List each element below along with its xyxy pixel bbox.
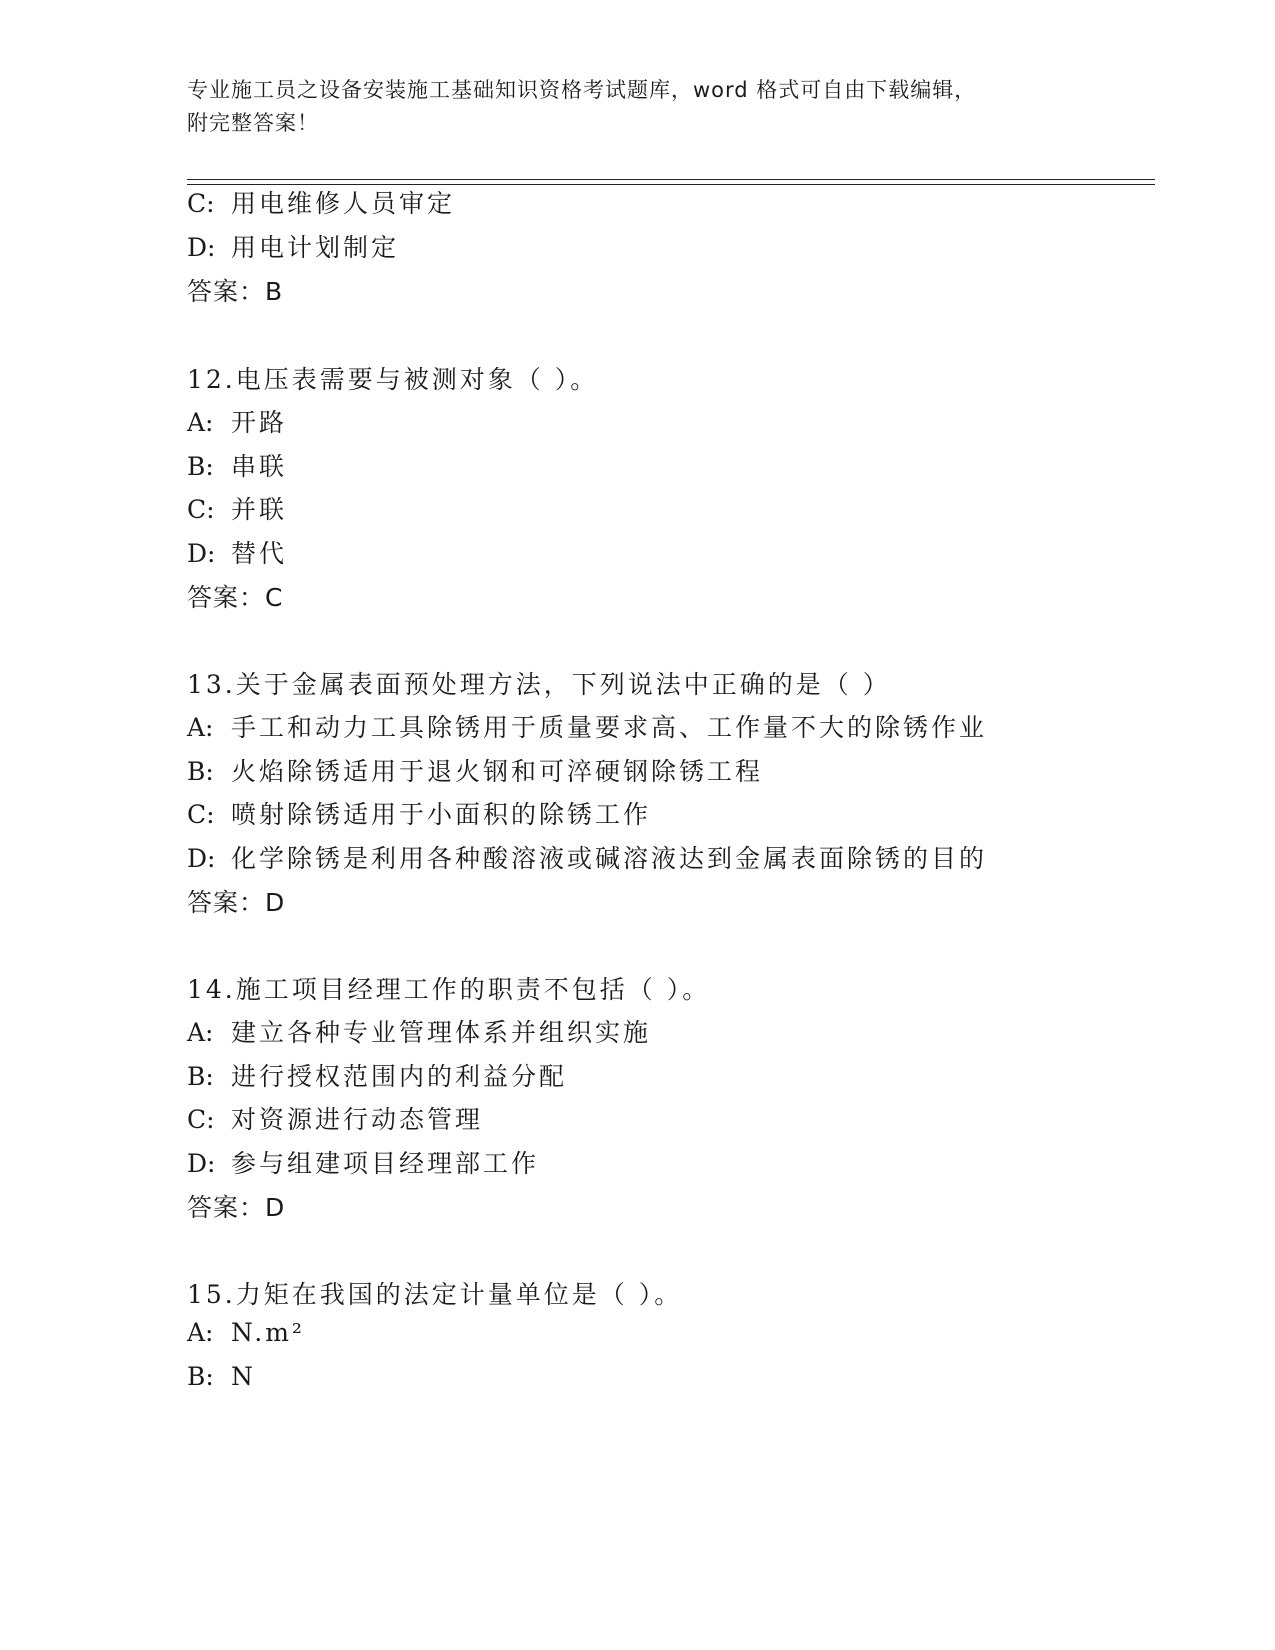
option-text: N.m² [231, 1318, 305, 1347]
option-line [187, 1013, 651, 1049]
option-text: 喷射除锈适用于小面积的除锈工作 [231, 800, 652, 829]
option-text: 用电计划制定 [231, 233, 400, 262]
option-text: 替代 [231, 539, 288, 568]
question-stem: 14.施工项目经理工作的职责不包括（ ）。 [187, 975, 711, 1004]
option-line [187, 403, 287, 439]
option-label: A: [187, 713, 214, 742]
option-line [187, 1318, 305, 1347]
option-label: C: [187, 1105, 215, 1134]
option-label: D: [187, 539, 216, 568]
option-line [187, 795, 651, 831]
option-line [187, 490, 287, 526]
header-line-1: 专业施工员之设备安装施工基础知识资格考试题库，word 格式可自由下载编辑， [187, 78, 977, 102]
option-line [187, 708, 987, 744]
question-stem: 12.电压表需要与被测对象（ ）。 [187, 365, 599, 394]
option-line [187, 534, 287, 570]
option-label: B: [187, 757, 214, 786]
option-text: 进行授权范围内的利益分配 [231, 1062, 568, 1091]
option-text: 开路 [231, 408, 288, 437]
option-text: 用电维修人员审定 [231, 189, 456, 218]
option-label: D: [187, 1149, 216, 1178]
option-text: N [231, 1362, 256, 1391]
option-label: D: [187, 844, 216, 873]
answer-line: 答案：D [187, 1193, 286, 1222]
header-line-2: 附完整答案！ [187, 111, 319, 135]
option-line [187, 184, 455, 220]
question-stem: 15.力矩在我国的法定计量单位是（ ）。 [187, 1280, 683, 1309]
document-header [187, 74, 1067, 140]
question-stem: 13.关于金属表面预处理方法，下列说法中正确的是（ ） [187, 670, 891, 699]
option-label: D: [187, 233, 216, 262]
option-label: B: [187, 452, 214, 481]
option-text: 参与组建项目经理部工作 [231, 1149, 540, 1178]
option-line [187, 1144, 539, 1180]
option-text: 化学除锈是利用各种酸溶液或碱溶液达到金属表面除锈的目的 [231, 844, 988, 873]
option-line [187, 1100, 483, 1136]
option-line [187, 1057, 567, 1093]
option-label: B: [187, 1362, 214, 1391]
option-label: A: [187, 1318, 214, 1347]
option-text: 手工和动力工具除锈用于质量要求高、工作量不大的除锈作业 [231, 713, 988, 742]
option-line [187, 752, 763, 788]
option-label: C: [187, 495, 215, 524]
answer-line: 答案：D [187, 888, 286, 917]
option-text: 火焰除锈适用于退火钢和可淬硬钢除锈工程 [231, 757, 764, 786]
answer-line: 答案：B [187, 277, 284, 306]
option-text: 并联 [231, 495, 288, 524]
option-line [187, 228, 399, 264]
option-label: B: [187, 1062, 214, 1091]
option-label: C: [187, 189, 215, 218]
option-label: A: [187, 408, 214, 437]
answer-line: 答案：C [187, 583, 284, 612]
option-line [187, 839, 987, 875]
option-label: C: [187, 800, 215, 829]
option-text: 对资源进行动态管理 [231, 1105, 484, 1134]
option-line [187, 447, 287, 483]
option-label: A: [187, 1018, 214, 1047]
option-text: 建立各种专业管理体系并组织实施 [231, 1018, 652, 1047]
option-text: 串联 [231, 452, 288, 481]
option-line [187, 1362, 256, 1391]
header-divider-top [187, 179, 1155, 180]
